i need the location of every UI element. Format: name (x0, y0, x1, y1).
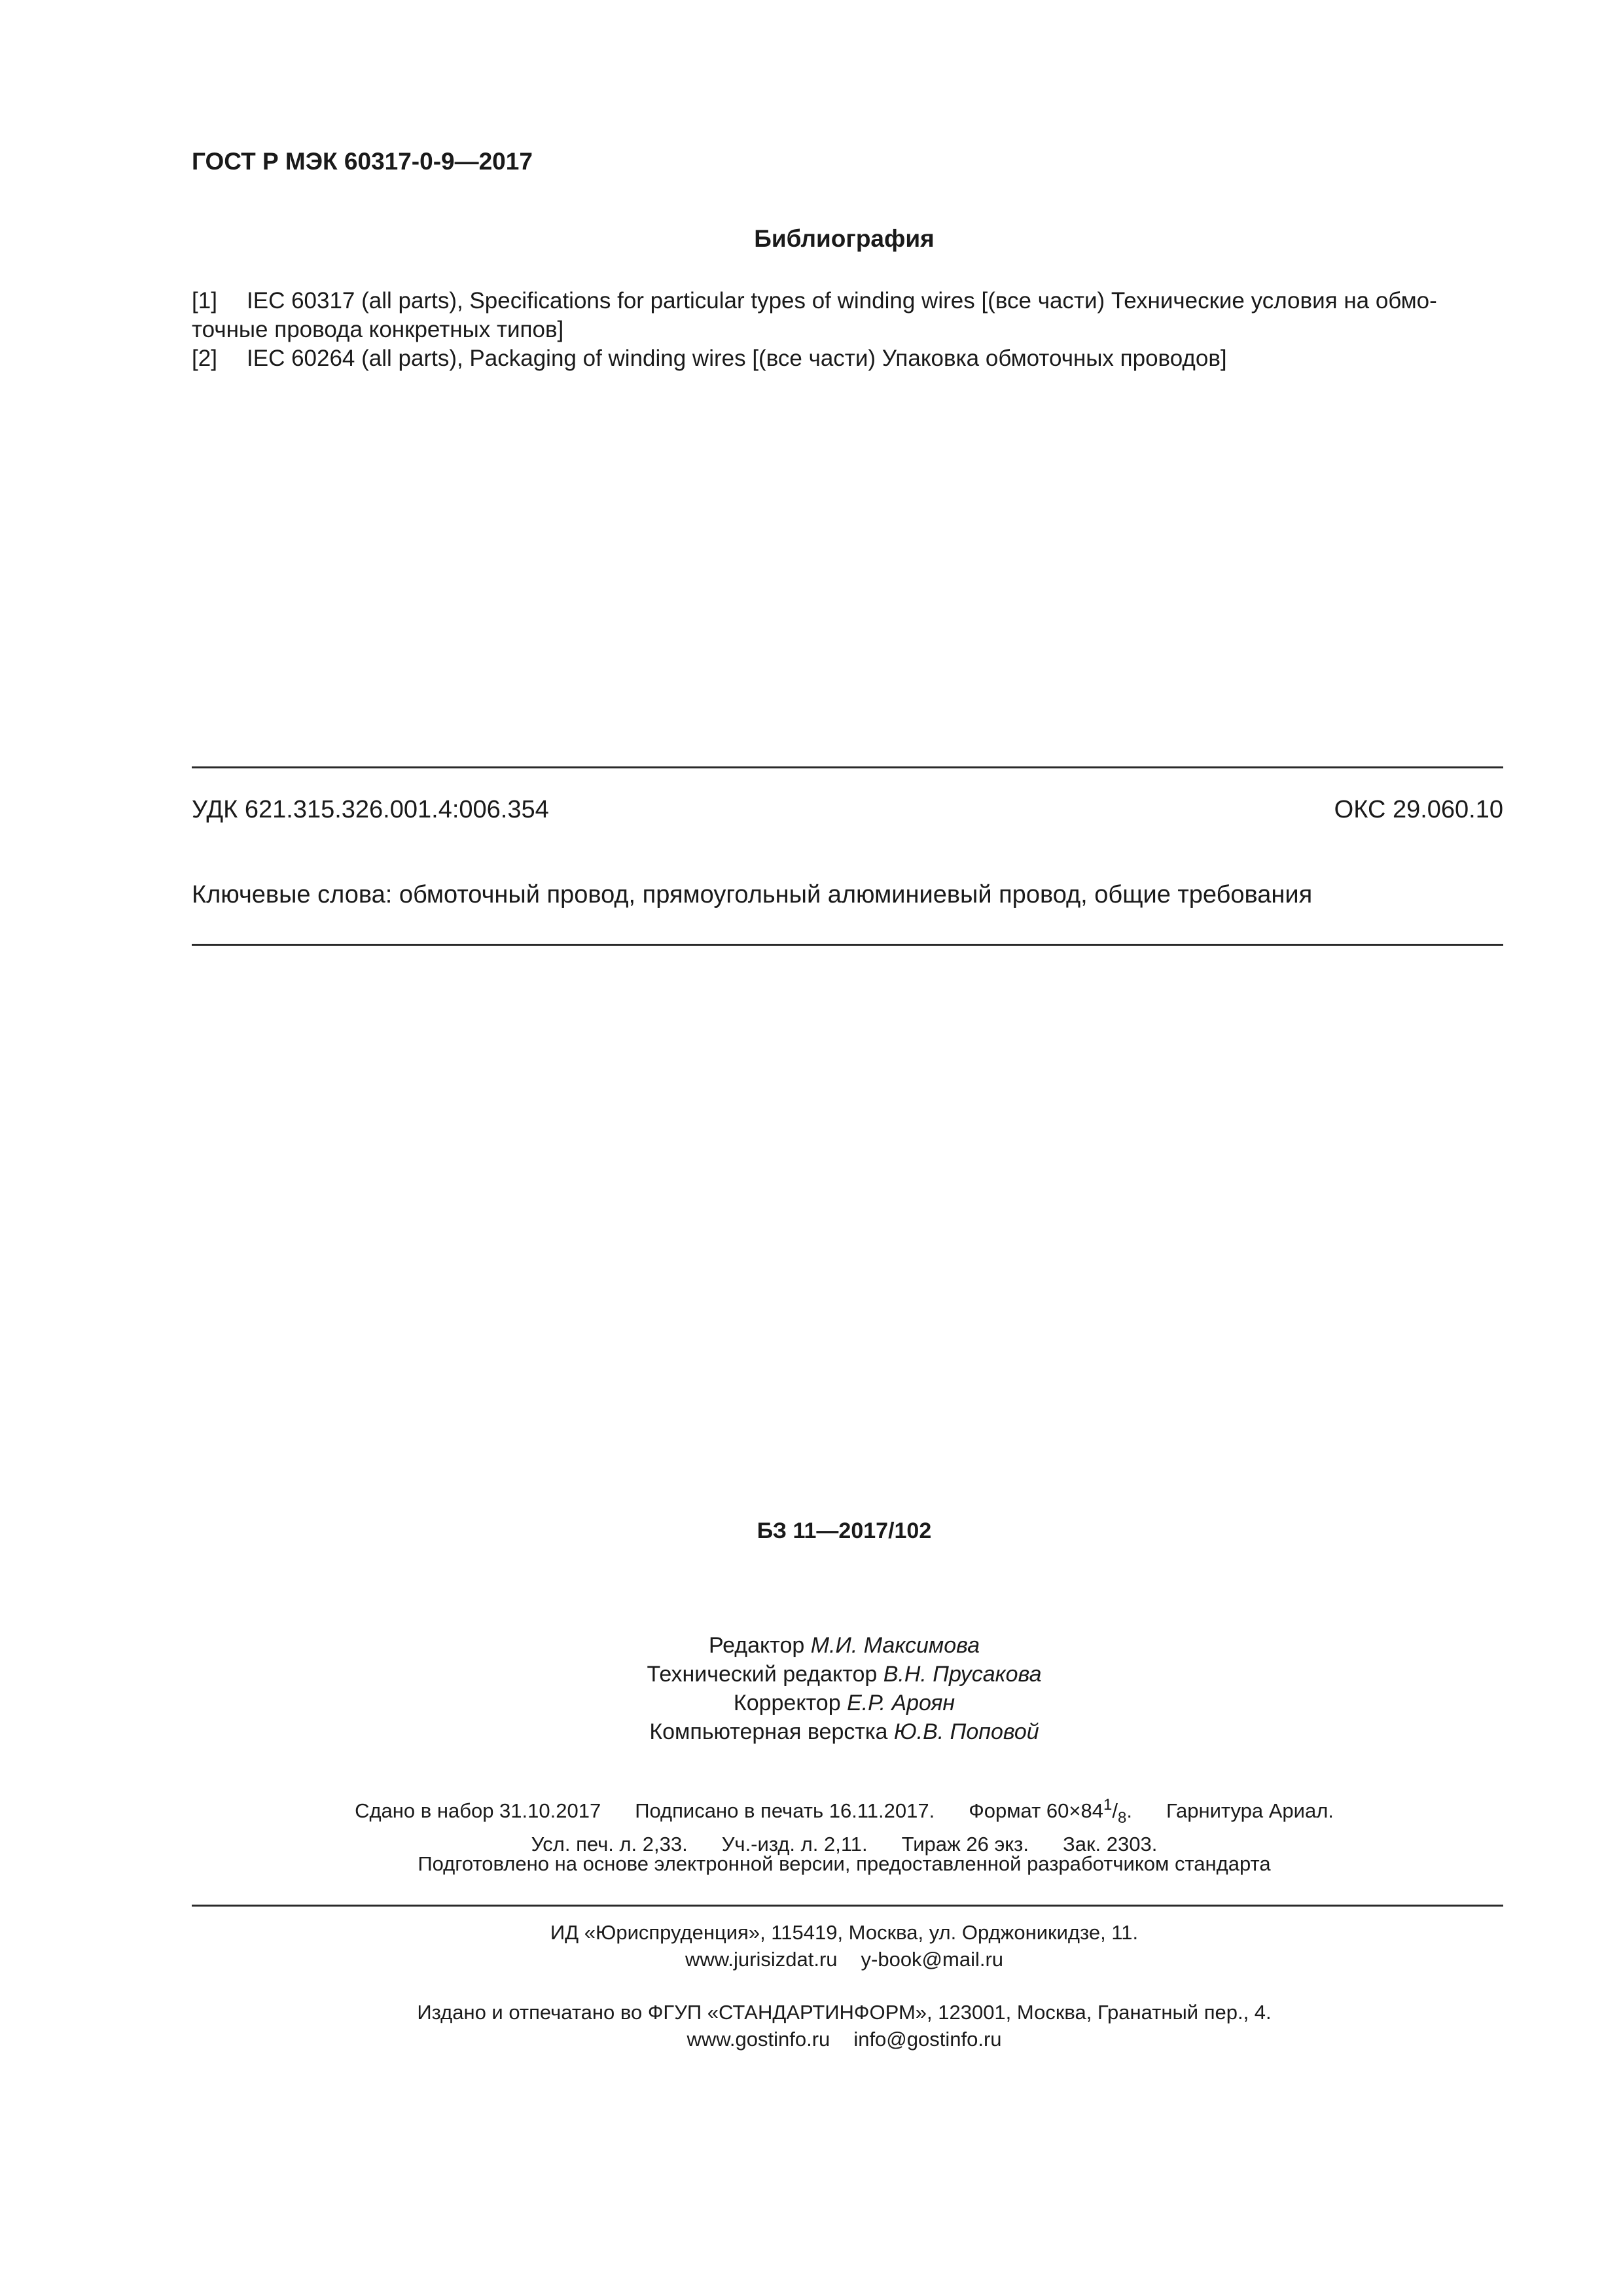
prepared-note: Подготовлено на основе электронной версии, предоставленной разработчиком стандарта (418, 1852, 1271, 1875)
credit-line (0, 1717, 1623, 1746)
printer-email: info@gostinfo.ru (853, 2028, 1002, 2051)
typeface: Гарнитура Ариал. (1166, 1799, 1334, 1822)
keywords: Ключевые слова: обмоточный провод, прямоугольный алюминиевый провод, общие требования (192, 881, 1313, 908)
bibliography-item-number: [1] (192, 288, 217, 314)
bibliography-item (192, 344, 1503, 373)
printer-info (0, 1999, 1623, 2053)
paper-format-numerator: 1 (1103, 1796, 1113, 1814)
credit-role: Технический редактор (647, 1662, 878, 1687)
bibliography-item-text: IEC 60264 (all parts), Packaging of winding wires [(все части) Упаковка обмоточных проводов] (247, 346, 1227, 371)
document-id: ГОСТ Р МЭК 60317-0-9—2017 (192, 148, 533, 175)
publisher-address: ИД «Юриспруденция», 115419, Москва, ул. Орджоникидзе, 11. (550, 1921, 1139, 1944)
credit-name: Е.Р. Ароян (847, 1691, 955, 1715)
bz-number: БЗ 11—2017/102 (757, 1518, 932, 1543)
credit-role: Компьютерная верстка (649, 1719, 888, 1744)
printer-address: Издано и отпечатано во ФГУП «СТАНДАРТИНФОРМ», 123001, Москва, Гранатный пер., 4. (417, 2001, 1272, 2024)
publisher-contacts (0, 1946, 1623, 1973)
print-run: Тираж 26 экз. (901, 1833, 1029, 1856)
credits (0, 1631, 1623, 1746)
credit-name: Ю.В. Поповой (893, 1719, 1039, 1744)
order-number: Зак. 2303. (1063, 1833, 1158, 1856)
signed-date: Подписано в печать 16.11.2017. (635, 1799, 935, 1822)
printer-site: www.gostinfo.ru (687, 2028, 830, 2051)
paper-format-denominator: 8 (1117, 1809, 1127, 1827)
bibliography-item (192, 287, 1503, 344)
credit-role: Редактор (708, 1633, 805, 1658)
paper-format-prefix: Формат 60×84 (969, 1799, 1103, 1822)
credit-line (0, 1660, 1623, 1689)
divider-bottom (192, 944, 1503, 946)
publisher-site: www.jurisizdat.ru (685, 1948, 838, 1971)
bibliography-item-line: IEC 60317 (all parts), Specifications for particular types of winding wires [(все части) Технические условия на обмо- (247, 288, 1437, 314)
publishing-sheets: Уч.-изд. л. 2,11. (721, 1833, 868, 1856)
credit-name: В.Н. Прусакова (883, 1662, 1042, 1687)
credit-line (0, 1631, 1623, 1660)
credit-name: М.И. Максимова (810, 1633, 980, 1658)
bibliography-item-continuation: точные провода конкретных типов] (192, 317, 564, 342)
divider-publisher (192, 1905, 1503, 1907)
credit-role: Корректор (733, 1691, 841, 1715)
bibliography-title: Библиография (754, 225, 935, 252)
publisher-info (0, 1919, 1623, 1973)
bibliography-item-number: [2] (192, 346, 217, 371)
bibliography-list (192, 287, 1503, 373)
credit-line (0, 1689, 1623, 1717)
oks-code: ОКС 29.060.10 (1334, 796, 1503, 823)
publisher-email: y-book@mail.ru (861, 1948, 1004, 1971)
classification-row (192, 796, 1503, 824)
bibliography-item-text (192, 287, 1503, 344)
printer-contacts (0, 2026, 1623, 2053)
paper-format (969, 1796, 1132, 1827)
submitted-date: Сдано в набор 31.10.2017 (355, 1799, 601, 1822)
divider-top (192, 766, 1503, 768)
udk-code: УДК 621.315.326.001.4:006.354 (192, 796, 549, 823)
publication-info (0, 1792, 1623, 1857)
paper-format-separator: / (1112, 1799, 1118, 1822)
publication-info-line (0, 1792, 1623, 1831)
print-sheets: Усл. печ. л. 2,33. (531, 1833, 688, 1856)
paper-format-end: . (1126, 1799, 1132, 1822)
